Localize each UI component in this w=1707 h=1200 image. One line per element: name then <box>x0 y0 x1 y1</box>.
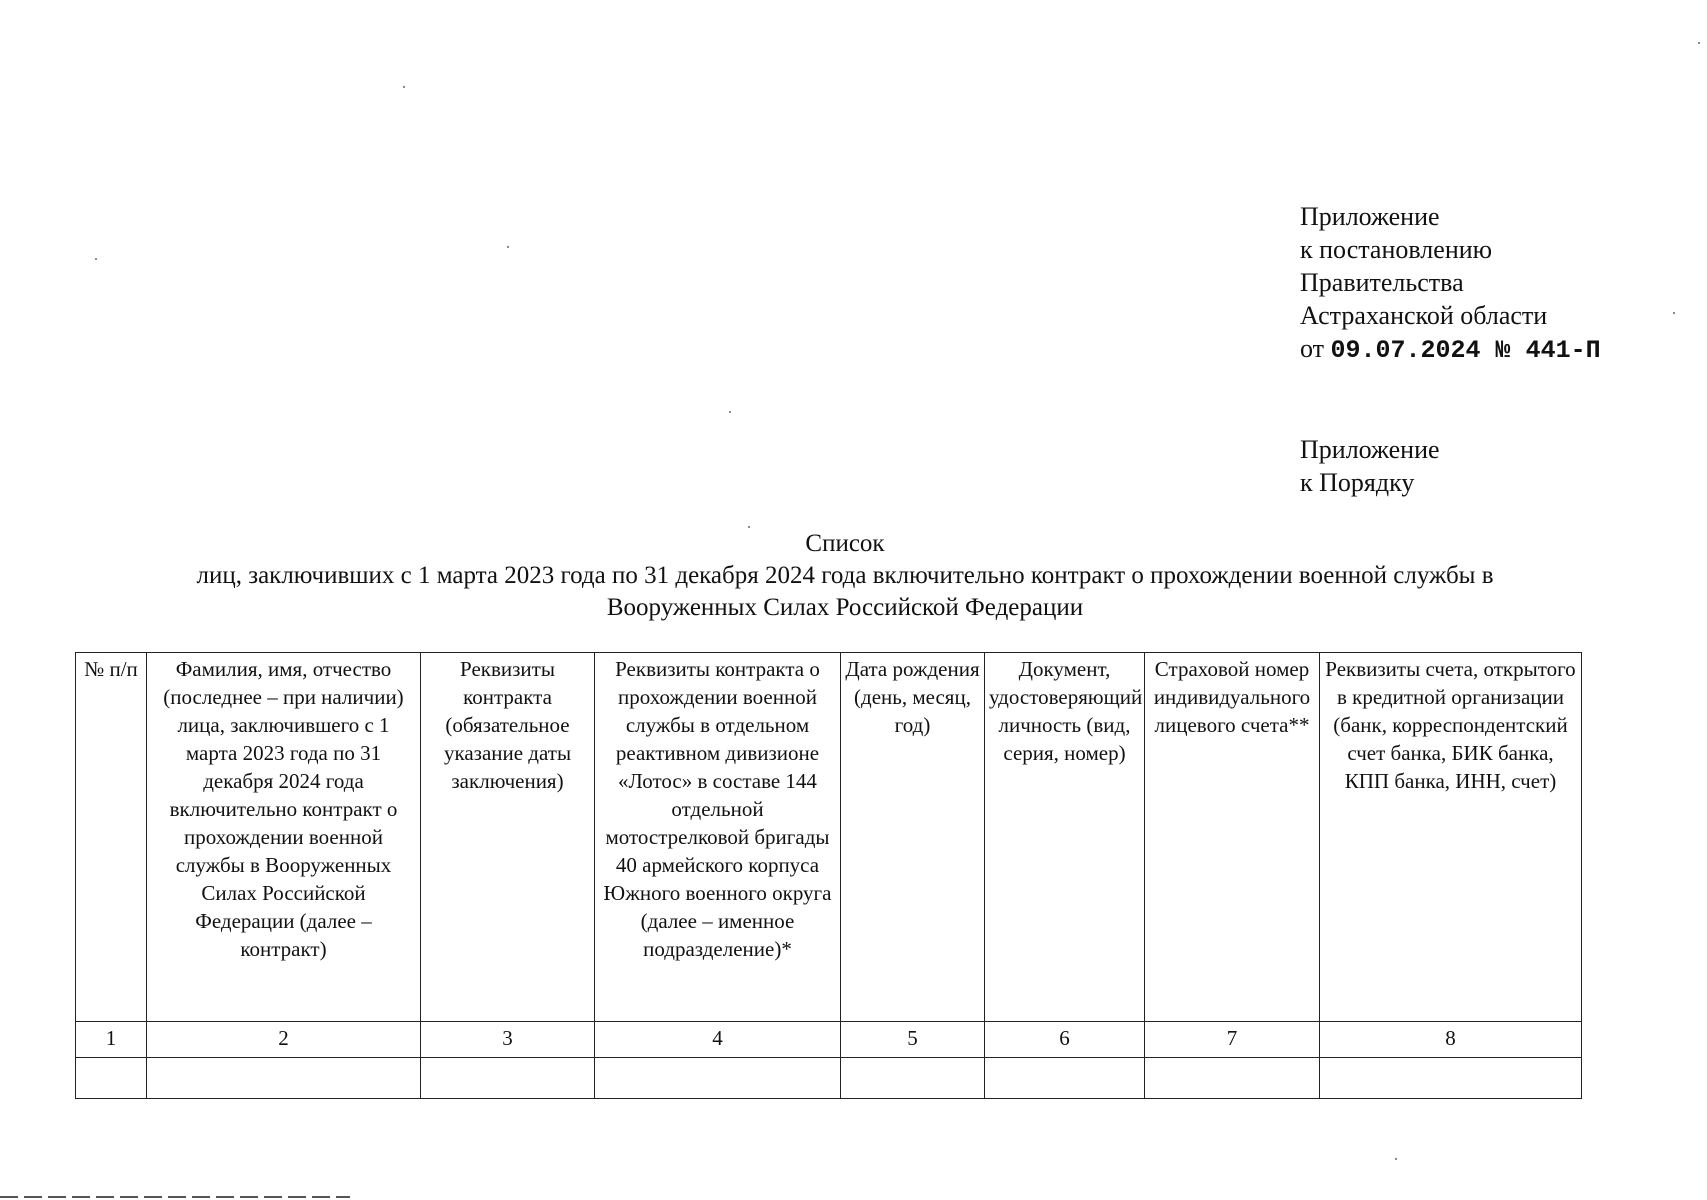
title-line: Список <box>805 530 885 557</box>
empty-cell <box>1145 1058 1320 1099</box>
scan-speck <box>95 258 97 260</box>
resolution-date-number: 09.07.2024 № 441-П <box>1330 336 1601 365</box>
empty-cell <box>985 1058 1145 1099</box>
date-prefix: от <box>1300 334 1325 363</box>
empty-cell <box>841 1058 985 1099</box>
appendix-line: к постановлению <box>1300 235 1493 264</box>
column-number-cell: 4 <box>595 1022 841 1058</box>
scan-edge-line <box>0 1196 350 1198</box>
header-cell: № п/п <box>76 653 147 1022</box>
table-header-row <box>76 653 1582 1022</box>
empty-cell <box>421 1058 595 1099</box>
appendix-line: Приложение <box>1300 202 1440 231</box>
appendix-to-resolution <box>1300 200 1601 367</box>
appendix-line: к Порядку <box>1300 468 1415 497</box>
scan-speck <box>507 246 509 248</box>
column-number-cell: 7 <box>1145 1022 1320 1058</box>
appendix-to-procedure <box>1300 433 1440 499</box>
header-cell: Реквизиты контракта о прохождении военной службы в отдельном реактивном дивизионе «Лотос» в составе 144 отдельной мотострелковой бригады 40 армейского корпуса Южного военного округа (далее – именное подразделение)* <box>595 653 841 1022</box>
empty-cell <box>147 1058 421 1099</box>
header-cell: Дата рождения (день, месяц, год) <box>841 653 985 1022</box>
header-cell: Страховой номер индивидуального лицевого счета** <box>1145 653 1320 1022</box>
scan-speck <box>1698 42 1700 44</box>
empty-data-row <box>76 1058 1582 1099</box>
scan-speck <box>1673 312 1675 314</box>
scan-speck <box>1395 1158 1397 1160</box>
column-number-cell: 5 <box>841 1022 985 1058</box>
title-line: лиц, заключивших с 1 марта 2023 года по 31 декабря 2024 года включительно контракт о прохождении военной службы в <box>196 562 1494 589</box>
empty-cell <box>1320 1058 1582 1099</box>
title-line: Вооруженных Силах Российской Федерации <box>606 594 1084 621</box>
column-number-cell: 6 <box>985 1022 1145 1058</box>
appendix-line: Астраханской области <box>1300 301 1548 330</box>
empty-cell <box>76 1058 147 1099</box>
column-number-cell: 3 <box>421 1022 595 1058</box>
header-cell: Реквизиты контракта (обязательное указание даты заключения) <box>421 653 595 1022</box>
column-number-cell: 1 <box>76 1022 147 1058</box>
document-title <box>0 528 1690 624</box>
scan-speck <box>403 86 405 88</box>
appendix-line: Правительства <box>1300 268 1464 297</box>
appendix-line: Приложение <box>1300 435 1440 464</box>
header-cell: Реквизиты счета, открытого в кредитной организации (банк, корреспондентский счет банка, БИК банка, КПП банка, ИНН, счет) <box>1320 653 1582 1022</box>
column-number-row <box>76 1022 1582 1058</box>
column-number-cell: 8 <box>1320 1022 1582 1058</box>
header-cell: Документ, удостоверяющий личность (вид, серия, номер) <box>985 653 1145 1022</box>
column-number-cell: 2 <box>147 1022 421 1058</box>
persons-list-table <box>75 652 1582 1099</box>
empty-cell <box>595 1058 841 1099</box>
scan-speck <box>748 526 750 528</box>
scan-speck <box>729 411 731 413</box>
header-cell: Фамилия, имя, отчество (последнее – при наличии) лица, заключившего с 1 марта 2023 года по 31 декабря 2024 года включительно контракт о прохождении военной службы в Вооруженных Силах Российской Федерации (далее – контракт) <box>147 653 421 1022</box>
appendix-date-line <box>1300 332 1601 367</box>
